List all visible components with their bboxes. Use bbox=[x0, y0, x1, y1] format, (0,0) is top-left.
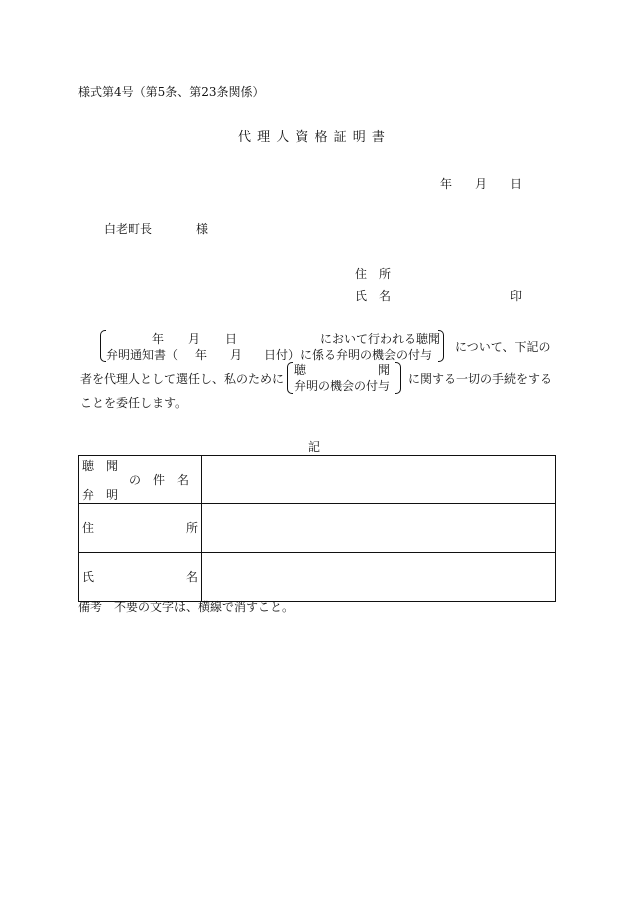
b1-year: 年 bbox=[152, 332, 165, 346]
table-row-address bbox=[79, 504, 556, 553]
b1-notice-prefix: 弁明通知書（ bbox=[106, 348, 179, 362]
table-row-subject bbox=[79, 456, 556, 504]
date-year: 年 bbox=[440, 177, 453, 191]
addressee-honorific: 様 bbox=[196, 222, 209, 236]
b1-day: 日 bbox=[225, 332, 238, 346]
bracket-right-2 bbox=[395, 362, 401, 394]
subject-label-name: の 件 名 bbox=[129, 473, 190, 487]
address-label-cell bbox=[79, 504, 202, 553]
b1-notice-month: 月 bbox=[230, 348, 243, 362]
addressee-name: 白老町長 bbox=[104, 222, 153, 236]
date-day: 日 bbox=[510, 177, 523, 191]
address-label-left: 住 bbox=[82, 521, 95, 535]
subject-label-cell bbox=[79, 456, 202, 504]
after-bracket-2: に関する一切の手続をする bbox=[408, 372, 553, 386]
ki-heading: 記 bbox=[308, 440, 321, 454]
b1-notice-suffix: 日付）に係る弁明の機会の付与 bbox=[264, 348, 433, 362]
b1-month: 月 bbox=[188, 332, 201, 346]
b2-hearing-a: 聴 bbox=[294, 363, 307, 377]
applicant-name-label: 氏 名 bbox=[355, 289, 392, 303]
subject-value-cell bbox=[202, 456, 556, 504]
b1-notice-year: 年 bbox=[195, 348, 208, 362]
b2-hearing-b: 聞 bbox=[378, 363, 391, 377]
name-label-left: 氏 bbox=[82, 570, 95, 584]
address-label-right: 所 bbox=[186, 521, 199, 535]
line2-prefix: 者を代理人として選任し、私のために bbox=[80, 372, 285, 386]
line3: ことを委任します。 bbox=[80, 396, 188, 410]
seal-mark: 印 bbox=[510, 289, 523, 303]
bracket-left-2 bbox=[287, 362, 293, 394]
name-value-cell bbox=[202, 553, 556, 602]
page-title: 代 理 人 資 格 証 明 書 bbox=[238, 130, 386, 145]
after-bracket-1: について、下記の bbox=[455, 340, 551, 354]
b2-explanation: 弁明の機会の付与 bbox=[294, 379, 391, 393]
details-table bbox=[78, 455, 556, 602]
remarks-note: 備考 不要の文字は、横線で消すこと。 bbox=[78, 600, 295, 614]
name-label-cell bbox=[79, 553, 202, 602]
name-label-right: 名 bbox=[186, 570, 199, 584]
applicant-address-label: 住 所 bbox=[355, 267, 392, 281]
b1-hearing-text: において行われる聴聞 bbox=[320, 332, 441, 346]
date-month: 月 bbox=[475, 177, 488, 191]
subject-label-explanation: 弁 明 bbox=[82, 488, 119, 502]
table-row-name bbox=[79, 553, 556, 602]
form-number: 様式第4号（第5条、第23条関係） bbox=[78, 85, 265, 99]
subject-label-hearing: 聴 聞 bbox=[82, 459, 119, 473]
address-value-cell bbox=[202, 504, 556, 553]
